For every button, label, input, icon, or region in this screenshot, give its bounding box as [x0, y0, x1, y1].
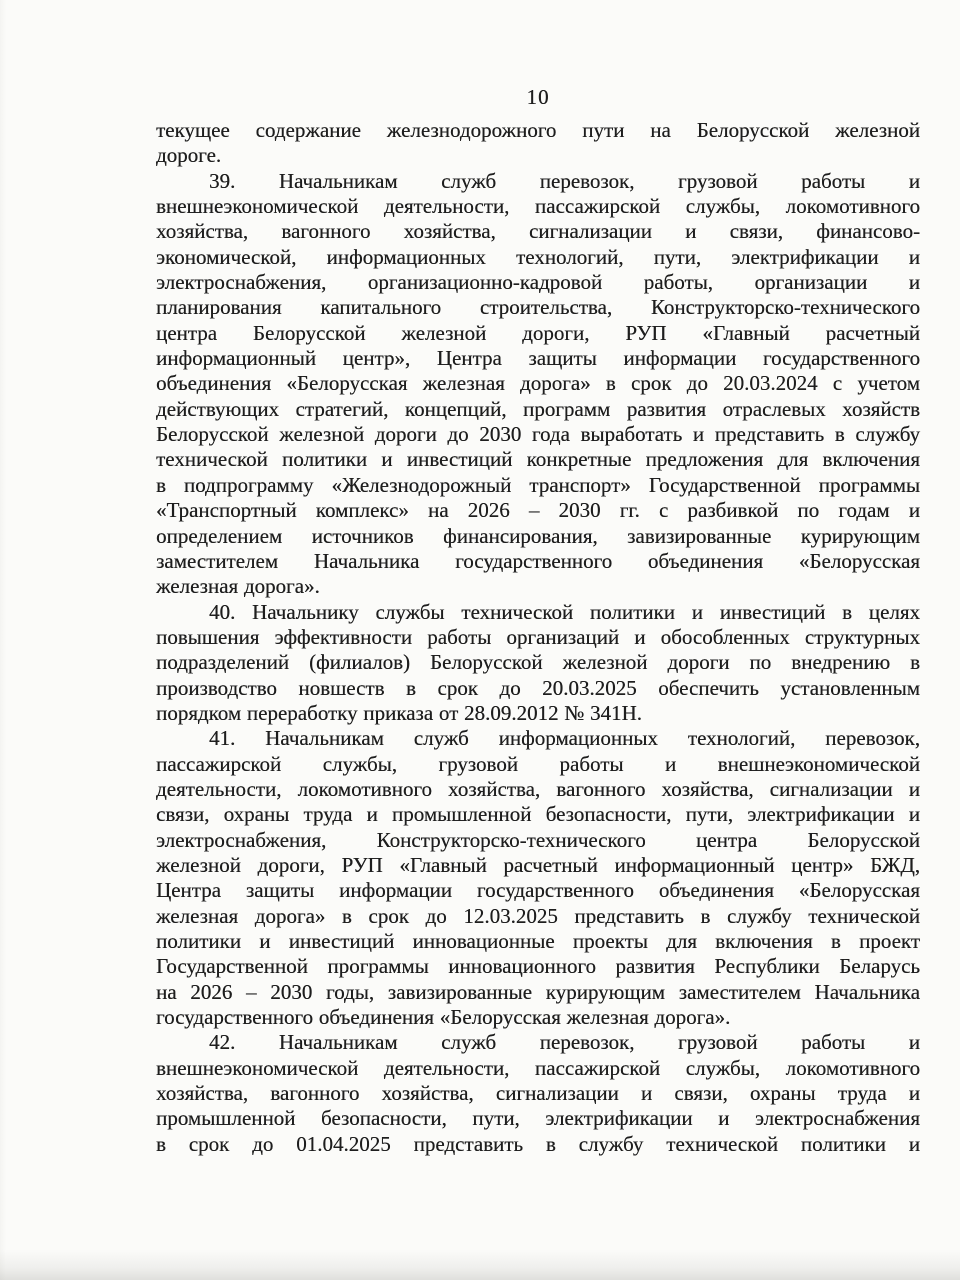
paragraph [156, 726, 920, 1030]
text-line: подразделений (филиалов) Белорусской железной дороги по внедрению в [156, 650, 920, 675]
text-line: внешнеэкономической деятельности, пассажирской службы, локомотивного [156, 1055, 920, 1080]
text-line: в срок до 01.04.2025 представить в службу технической политики и [156, 1131, 920, 1156]
paragraph [156, 118, 920, 169]
text-line: 39. Начальникам служб перевозок, грузовой работы и [209, 168, 920, 193]
text-line: Центра защиты информации государственного объединения «Белорусская [156, 878, 920, 903]
text-line: внешнеэкономической деятельности, пассажирской службы, локомотивного [156, 194, 920, 219]
text-line: 42. Начальникам служб перевозок, грузовой работы и [209, 1030, 920, 1055]
text-line: экономической, информационных технологий, пути, электрификации и [156, 244, 920, 269]
text-line: связи, охраны труда и промышленной безопасности, пути, электрификации и [156, 802, 920, 827]
text-line: электроснабжения, организационно-кадровой работы, организации и [156, 270, 920, 295]
text-line: государственного объединения «Белорусская железная дорога». [156, 1005, 731, 1030]
text-line: заместителем Начальника государственного объединения «Белорусская [156, 548, 920, 573]
text-line: дороге. [156, 143, 222, 168]
text-line: политики и инвестиций инновационные проекты для включения в проект [156, 929, 920, 953]
text-line: действующих стратегий, концепций, программ развития отраслевых хозяйств [156, 396, 920, 421]
text-line: 40. Начальнику службы технической политики и инвестиций в целях [209, 599, 920, 624]
text-line: железной дороги, РУП «Главный расчетный информационный центр» БЖД, [156, 852, 920, 877]
text-line: центра Белорусской железной дороги, РУП «Главный расчетный [156, 320, 920, 345]
text-line: производство новшеств в срок до 20.03.2025 обеспечить установленным [156, 675, 920, 700]
text-line: определением источников финансирования, завизированные курирующим [156, 523, 920, 548]
text-line: хозяйства, вагонного хозяйства, сигнализации и связи, финансово- [156, 219, 920, 244]
text-line: Белорусской железной дороги до 2030 года выработать и представить в службу [156, 422, 920, 447]
text-line: текущее содержание железнодорожного пути на Белорусской железной [156, 118, 920, 142]
text-line: пассажирской службы, грузовой работы и внешнеэкономической [156, 751, 920, 776]
text-line: железная дорога» в срок до 12.03.2025 представить в службу технической [156, 903, 920, 928]
text-line: промышленной безопасности, пути, электрификации и электроснабжения [156, 1106, 920, 1131]
text-line: «Транспортный комплекс» на 2026 – 2030 гг. с разбивкой по годам и [156, 498, 920, 523]
page-number: 10 [526, 85, 550, 109]
text-line: электроснабжения, Конструкторско-технического центра Белорусской [156, 827, 920, 852]
text-line: деятельности, локомотивного хозяйства, вагонного хозяйства, сигнализации и [156, 776, 920, 801]
scan-left-edge-shadow [0, 0, 6, 1280]
document-text-block [156, 85, 920, 1157]
text-line: в подпрограмму «Железнодорожный транспорт» Государственной программы [156, 472, 920, 497]
text-line: планирования капитального строительства, Конструкторско-технического [156, 295, 920, 320]
scan-bottom-shadow [0, 1250, 960, 1280]
text-line: железная дорога». [156, 574, 320, 599]
text-line: Государственной программы инновационного развития Республики Беларусь [156, 954, 920, 979]
paragraph [156, 1030, 920, 1157]
text-line: хозяйства, вагонного хозяйства, сигнализации и связи, охраны труда и [156, 1081, 920, 1106]
text-line: информационный центр», Центра защиты информации государственного [156, 346, 920, 371]
paragraph-container [156, 118, 920, 1157]
text-line: 41. Начальникам служб информационных технологий, перевозок, [209, 726, 920, 751]
text-line: повышения эффективности работы организаций и обособленных структурных [156, 624, 920, 649]
paragraph [156, 600, 920, 727]
paragraph [156, 169, 920, 600]
text-line: порядком переработку приказа от 28.09.2012 № 341Н. [156, 700, 642, 725]
text-line: технической политики и инвестиций конкретные предложения для включения [156, 447, 920, 472]
text-line: объединения «Белорусская железная дорога» в срок до 20.03.2024 с учетом [156, 371, 920, 396]
text-line: на 2026 – 2030 годы, завизированные курирующим заместителем Начальника [156, 979, 920, 1004]
